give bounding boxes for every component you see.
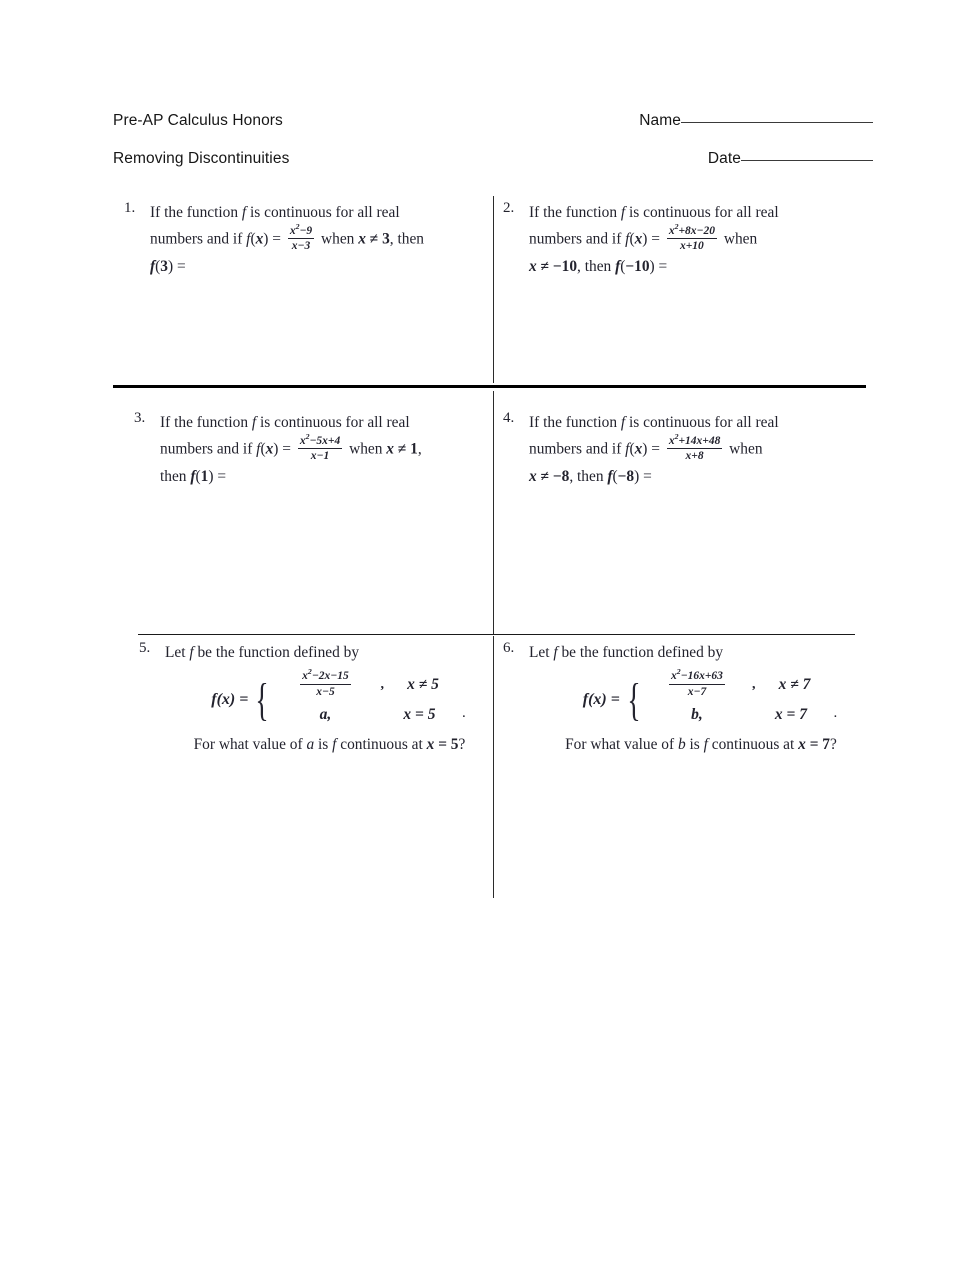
- fraction-3-numerator: $x^2-5x+4$: [298, 435, 342, 449]
- piecewise-5-rows: [271, 667, 460, 730]
- worksheet-topic: Removing Discontinuities: [113, 150, 290, 167]
- piecewise-5-period: .: [461, 705, 466, 721]
- fraction-6-denominator: x−7: [687, 685, 707, 698]
- piecewise-5-expr-2: a,: [319, 706, 332, 723]
- fraction-2: [667, 222, 717, 253]
- fraction-6: [669, 667, 725, 698]
- fraction-4: [667, 432, 723, 463]
- fraction-3-denominator: x−1: [310, 450, 330, 463]
- problem-number-4: 4.: [503, 410, 515, 426]
- date-label: Date: [707, 150, 741, 167]
- problem-cell-2[interactable]: [503, 200, 873, 280]
- problem-body-1: [150, 200, 494, 280]
- problem-body-6: [529, 640, 873, 758]
- problem-number-6: 6.: [503, 640, 515, 656]
- problem-6-question: For what value of b is f continuous at x = 7?: [565, 736, 837, 753]
- fraction-1: [288, 222, 314, 253]
- problem-cell-1[interactable]: [124, 200, 494, 280]
- problem-4-line-2: numbers and if f(x) = $\frac{x^2+14x+48}{x+8}$ when: [529, 432, 763, 463]
- problem-body-5: [165, 640, 494, 758]
- problem-5-question: For what value of a is f continuous at x = 5?: [193, 736, 466, 753]
- problem-4-line-3: x ≠ −8, then f(−8) =: [529, 467, 652, 485]
- problem-body-3: [160, 410, 494, 490]
- piecewise-definition-6: [547, 667, 873, 730]
- piecewise-6-lhs: f(x) =: [582, 691, 620, 708]
- piecewise-6-expr-2: b,: [691, 706, 703, 723]
- problem-body-2: [529, 200, 873, 280]
- problem-2-line-2: numbers and if f(x) = $\frac{x^2+8x-20}{x+10}$ when: [529, 222, 758, 253]
- problem-1-line-1: If the function f is continuous for all real: [150, 204, 400, 221]
- piecewise-definition-5: [183, 667, 494, 730]
- fraction-3: [298, 432, 342, 463]
- fraction-1-denominator: x−3: [291, 240, 311, 253]
- divider-row1-row2: [113, 385, 866, 388]
- divider-row2-row3: [138, 634, 855, 635]
- problem-number-3: 3.: [134, 410, 146, 426]
- piecewise-6-rows: [643, 667, 832, 730]
- piecewise-6-cond-1: x ≠ 7: [778, 676, 811, 693]
- problem-cell-4[interactable]: [503, 410, 873, 490]
- piecewise-6-expr-1: [643, 667, 751, 699]
- piecewise-5-row-1: [271, 667, 460, 700]
- problem-cell-5[interactable]: [139, 640, 494, 758]
- problem-number-1: 1.: [124, 200, 136, 216]
- fraction-5: [300, 667, 351, 698]
- fraction-4-numerator: $x^2+14x+48$: [667, 435, 723, 449]
- name-label: Name: [639, 112, 681, 129]
- problem-6-line-1: Let f be the function defined by: [529, 644, 724, 661]
- problem-1-line-2: numbers and if f(x) = $\frac{x^2-9}{x-3}$ when x ≠ 3, then: [150, 222, 424, 253]
- piecewise-5-row-2: [271, 700, 460, 730]
- problem-3-line-3: then f(1) =: [160, 467, 226, 485]
- fraction-4-denominator: x+8: [685, 450, 704, 463]
- piecewise-5-cond-1: x ≠ 5: [407, 676, 439, 693]
- piecewise-5-expr-1: [271, 667, 379, 699]
- piecewise-6-period: .: [833, 705, 838, 721]
- fraction-6-numerator: $x^2-16x+63$: [669, 670, 725, 684]
- piecewise-5-cond-2: x = 5: [403, 706, 436, 723]
- fraction-5-numerator: $x^2-2x-15$: [300, 670, 351, 684]
- fraction-1-numerator: $x^2-9$: [288, 225, 314, 239]
- piecewise-5-lhs: f(x) =: [211, 691, 249, 708]
- problem-2-line-1: If the function f is continuous for all real: [529, 204, 779, 221]
- problem-number-5: 5.: [139, 640, 151, 656]
- problem-cell-3[interactable]: [134, 410, 494, 490]
- problem-2-line-3: x ≠ −10, then f(−10) =: [529, 257, 668, 275]
- problem-number-2: 2.: [503, 200, 515, 216]
- problem-1-line-3: f(3) =: [150, 257, 186, 275]
- piecewise-6-row-1: [643, 667, 832, 700]
- problem-3-line-2: numbers and if f(x) = $\frac{x^2-5x+4}{x-1}$ when x ≠ 1,: [160, 432, 422, 463]
- fraction-5-denominator: x−5: [316, 685, 335, 698]
- left-brace-icon: {: [255, 674, 270, 726]
- problem-5-line-1: Let f be the function defined by: [165, 644, 360, 661]
- piecewise-6-row-2: [643, 700, 832, 730]
- piecewise-5-comma-1: ,: [380, 677, 384, 692]
- piecewise-6-cond-2: x = 7: [774, 706, 808, 723]
- course-title: Pre-AP Calculus Honors: [113, 112, 283, 129]
- left-brace-icon: {: [627, 674, 641, 726]
- problem-cell-6[interactable]: [503, 640, 873, 758]
- fraction-2-denominator: x+10: [680, 240, 704, 253]
- problem-4-line-1: If the function f is continuous for all real: [529, 414, 779, 431]
- problem-body-4: [529, 410, 873, 490]
- piecewise-6-comma-1: ,: [751, 677, 756, 692]
- fraction-2-numerator: $x^2+8x-20$: [667, 225, 717, 239]
- problem-3-line-1: If the function f is continuous for all real: [160, 414, 410, 431]
